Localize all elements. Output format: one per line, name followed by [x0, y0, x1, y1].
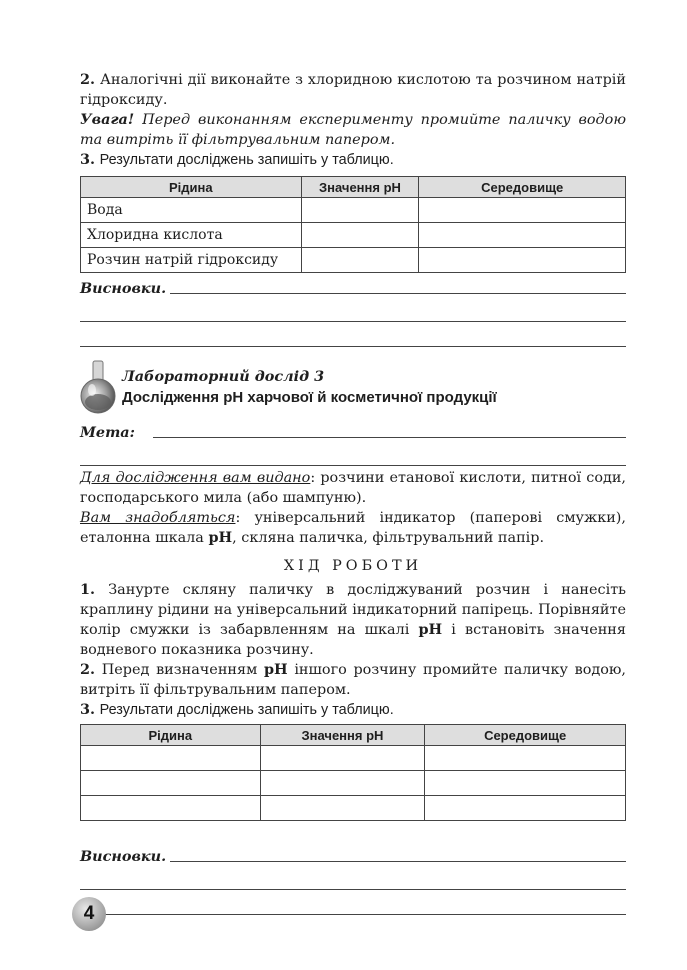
- page-content: [80, 70, 626, 915]
- lab-step-3: [80, 700, 626, 720]
- goal-label: Мета:: [80, 424, 135, 441]
- table-cell[interactable]: [425, 796, 626, 821]
- lab-step-1-text-b: і встановіть значення водневого показника розчину.: [80, 622, 626, 658]
- lab-step-2-text-b: іншого розчину промийте паличку водою, витріть її фільтрувальним папером.: [80, 662, 627, 698]
- table-row: [81, 771, 626, 796]
- lab-step-1-text-a: Занурте скляну паличку в досліджуваний розчин і нанесіть краплину рідини на універсальний індикаторний папірець. Порівняйте колір смужки із забарвленням на шкалі: [80, 582, 626, 638]
- procedure-heading: ХІД РОБОТИ: [283, 558, 423, 574]
- lab-step-2: [80, 660, 626, 700]
- table-header-row: [81, 725, 626, 746]
- given-text: : розчини етанової кислоти, питної соди, господарського мила (або шампуню).: [80, 470, 627, 506]
- table-cell[interactable]: [301, 223, 419, 248]
- goal-line[interactable]: [80, 417, 626, 441]
- lab-titles: [122, 368, 497, 406]
- step-3-paragraph: [80, 150, 626, 170]
- answer-line[interactable]: [170, 292, 626, 294]
- table-row: [81, 223, 626, 248]
- lab-step-3-text: Результати досліджень запишіть у таблицю.: [99, 702, 394, 718]
- lab-step-3-number: 3.: [80, 701, 96, 718]
- conclusions-line-2[interactable]: [80, 841, 626, 865]
- table-cell[interactable]: [419, 223, 626, 248]
- given-paragraph: [80, 468, 626, 508]
- column-header: Рідина: [81, 177, 302, 198]
- step-3-text: Результати досліджень запишіть у таблицю.: [99, 152, 394, 168]
- table-cell[interactable]: [301, 198, 419, 223]
- table-cell[interactable]: [81, 746, 261, 771]
- column-header: Середовище: [425, 725, 626, 746]
- need-text-2: , скляна паличка, фільтрувальний папір.: [232, 530, 545, 546]
- table-row: [81, 248, 626, 273]
- lab-experiment-header: [80, 359, 626, 415]
- lab-step-2-ph: pH: [263, 661, 288, 678]
- answer-line[interactable]: [80, 322, 626, 347]
- answer-line[interactable]: [80, 865, 626, 890]
- answer-line[interactable]: [80, 297, 626, 322]
- attention-label: Увага!: [80, 111, 135, 128]
- table-cell[interactable]: [81, 796, 261, 821]
- lab-step-1: [80, 580, 626, 660]
- conclusions-label: Висновки.: [80, 848, 167, 865]
- table-cell: Розчин натрій гідроксиду: [81, 248, 302, 273]
- table-cell[interactable]: [425, 771, 626, 796]
- table-cell[interactable]: [81, 771, 261, 796]
- table-cell[interactable]: [260, 771, 425, 796]
- lab-step-2-number: 2.: [80, 661, 96, 678]
- need-ph: pH: [208, 529, 233, 546]
- page-number-badge: [72, 897, 106, 931]
- column-header: Значення pH: [301, 177, 419, 198]
- given-label: Для дослідження вам видано: [80, 470, 311, 486]
- lab-title: Дослідження pH харчової й косметичної продукції: [122, 389, 497, 406]
- table-row: [81, 796, 626, 821]
- lab-step-1-ph: pH: [418, 621, 443, 638]
- page-number: 4: [83, 903, 95, 924]
- conclusions-label: Висновки.: [80, 280, 167, 297]
- conclusions-line-1[interactable]: [80, 273, 626, 297]
- results-table-1: [80, 176, 626, 273]
- answer-line[interactable]: [80, 441, 626, 466]
- table-cell: Вода: [81, 198, 302, 223]
- lab-step-1-number: 1.: [80, 581, 96, 598]
- column-header: Рідина: [81, 725, 261, 746]
- column-header: Значення pH: [260, 725, 425, 746]
- table-cell[interactable]: [419, 198, 626, 223]
- step-2-text: Аналогічні дії виконайте з хлоридною кислотою та розчином натрій гідроксиду.: [80, 72, 626, 108]
- table-cell[interactable]: [419, 248, 626, 273]
- table-cell: Хлоридна кислота: [81, 223, 302, 248]
- table-cell[interactable]: [301, 248, 419, 273]
- table-row: [81, 198, 626, 223]
- lab-step-2-text-a: Перед визначенням: [101, 662, 264, 678]
- lab-subtitle: Лабораторний дослід 3: [122, 368, 325, 385]
- attention-text: Перед виконанням експерименту промийте паличку водою та витріть її фільтрувальним папером.: [80, 112, 626, 148]
- need-paragraph: [80, 508, 626, 548]
- need-label: Вам знадобляться: [80, 510, 236, 526]
- column-header: Середовище: [419, 177, 626, 198]
- step-2-paragraph: [80, 70, 626, 110]
- results-table-2: [80, 724, 626, 821]
- step-3-number: 3.: [80, 151, 96, 168]
- table-cell[interactable]: [260, 796, 425, 821]
- flask-icon: [78, 359, 118, 415]
- table-cell[interactable]: [260, 746, 425, 771]
- table-header-row: [81, 177, 626, 198]
- answer-line[interactable]: [153, 436, 626, 438]
- step-2-number: 2.: [80, 71, 96, 88]
- answer-line[interactable]: [170, 860, 626, 862]
- table-cell[interactable]: [425, 746, 626, 771]
- need-text-1: : універсальний індикатор (паперові смужки), еталонна шкала: [80, 510, 626, 546]
- attention-note: [80, 110, 626, 150]
- table-row: [81, 746, 626, 771]
- answer-line[interactable]: [80, 890, 626, 915]
